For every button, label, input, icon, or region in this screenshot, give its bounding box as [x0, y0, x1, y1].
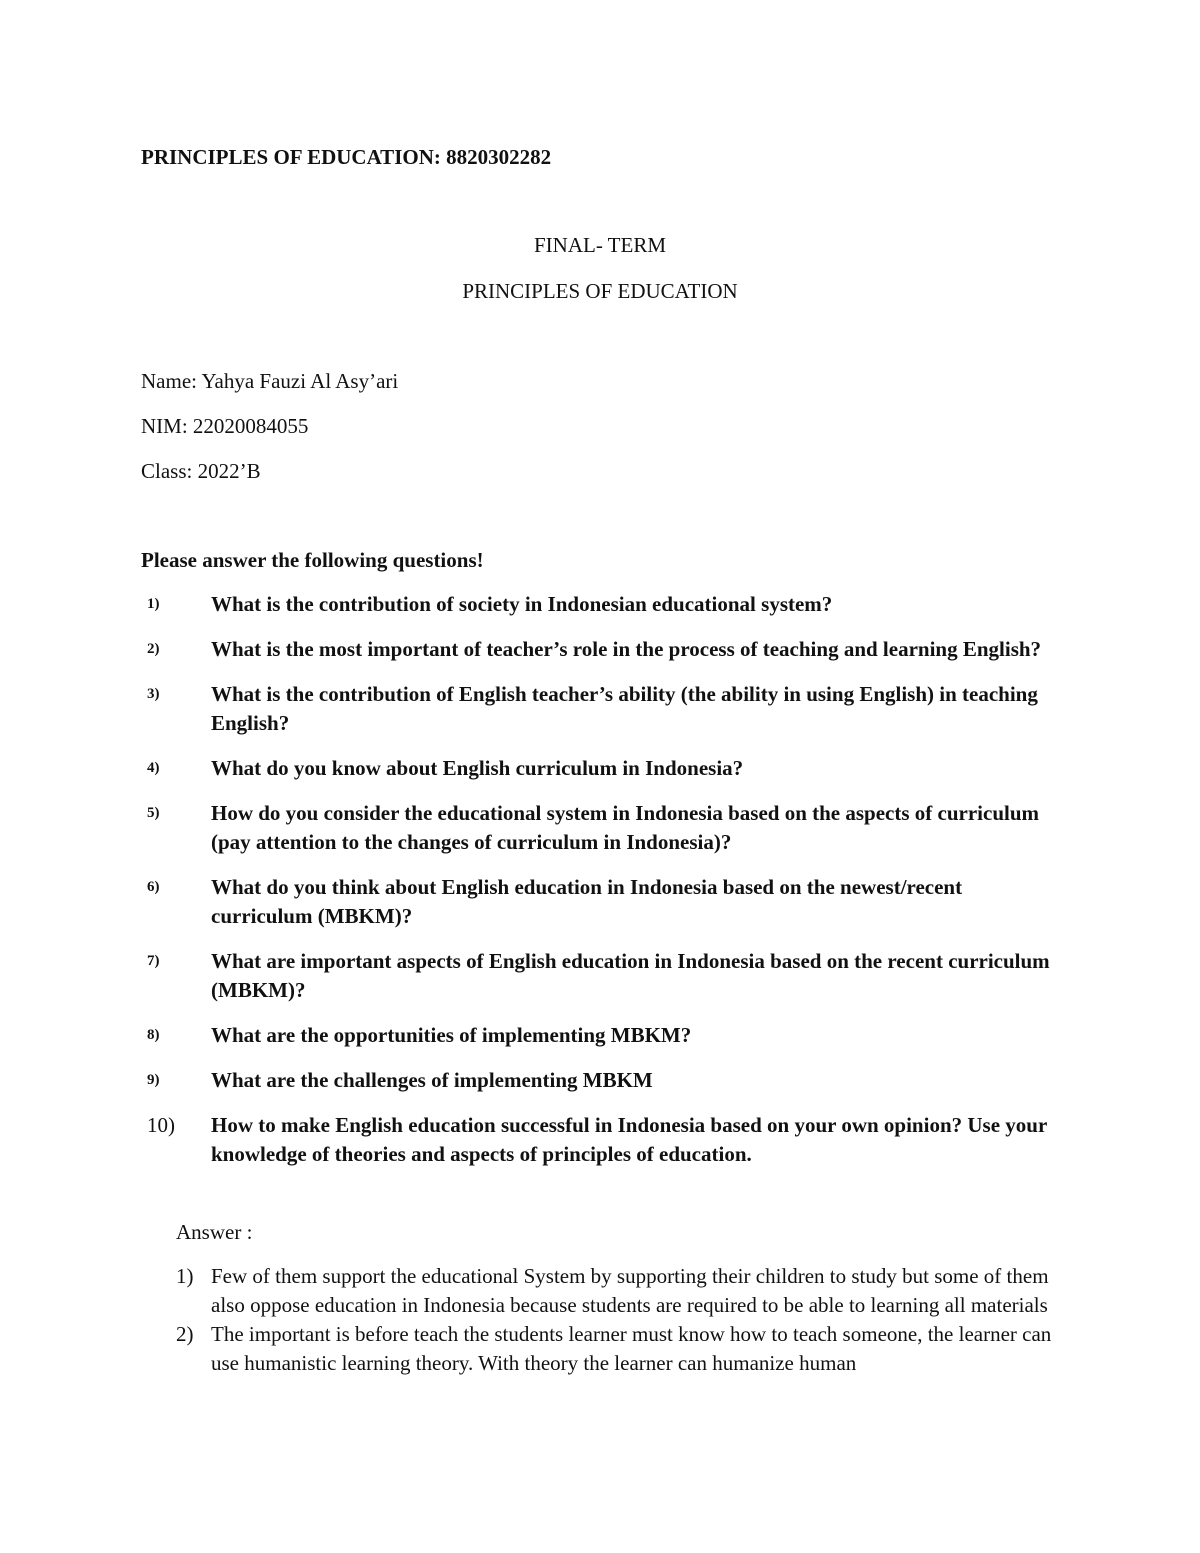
- instruction-text: Please answer the following questions!: [141, 548, 484, 572]
- question-item: [141, 1111, 1061, 1169]
- question-text: What are the challenges of implementing MBKM: [211, 1068, 653, 1092]
- question-number: 3): [147, 686, 160, 702]
- question-text: What are important aspects of English education in Indonesia based on the recent curriculum (MBKM)?: [211, 949, 1050, 1002]
- question-text: How do you consider the educational system in Indonesia based on the aspects of curriculum (pay attention to the changes of curriculum in Indonesia)?: [211, 801, 1040, 854]
- question-text: What is the contribution of society in Indonesian educational system?: [211, 592, 833, 616]
- question-item: [141, 873, 1061, 931]
- question-text: What is the most important of teacher’s role in the process of teaching and learning English?: [211, 637, 1042, 661]
- question-text: What is the contribution of English teacher’s ability (the ability in using English) in teaching English?: [211, 682, 1038, 735]
- question-item: [141, 1021, 1061, 1050]
- student-name: Name: Yahya Fauzi Al Asy’ari: [141, 369, 399, 393]
- question-item: [141, 799, 1061, 857]
- answer-label: Answer :: [176, 1220, 253, 1244]
- question-number: 7): [147, 953, 160, 969]
- question-number: 4): [147, 760, 160, 776]
- question-text: How to make English education successful in Indonesia based on your own opinion? Use your knowledge of theories and aspects of principles of education.: [211, 1113, 1047, 1166]
- course-code-header: PRINCIPLES OF EDUCATION: 8820302282: [141, 145, 552, 169]
- question-item: [141, 1066, 1061, 1095]
- question-list: [141, 590, 1061, 1185]
- answer-item: [176, 1262, 1076, 1320]
- student-class: Class: 2022’B: [141, 459, 261, 483]
- subject-title: PRINCIPLES OF EDUCATION: [462, 279, 738, 303]
- question-number: 1): [147, 596, 160, 612]
- question-number: 2): [147, 641, 160, 657]
- question-item: [141, 754, 1061, 783]
- question-number: 9): [147, 1072, 160, 1088]
- question-item: [141, 635, 1061, 664]
- answer-text: Few of them support the educational System by supporting their children to study but some of them also oppose education in Indonesia because students are required to be able to learning all materials: [211, 1264, 1049, 1317]
- answer-number: 1): [176, 1264, 194, 1288]
- question-item: [141, 947, 1061, 1005]
- answer-text: The important is before teach the students learner must know how to teach someone, the learner can use humanistic learning theory. With theory the learner can humanize human: [211, 1322, 1052, 1375]
- question-number: 6): [147, 879, 160, 895]
- question-number: 10): [147, 1113, 175, 1137]
- question-text: What do you think about English education in Indonesia based on the newest/recent curriculum (MBKM)?: [211, 875, 963, 928]
- question-item: [141, 590, 1061, 619]
- question-item: [141, 680, 1061, 738]
- answer-number: 2): [176, 1322, 194, 1346]
- answer-list: [176, 1262, 1076, 1378]
- question-text: What do you know about English curriculum in Indonesia?: [211, 756, 744, 780]
- student-nim: NIM: 22020084055: [141, 414, 309, 438]
- question-number: 5): [147, 805, 160, 821]
- question-text: What are the opportunities of implementing MBKM?: [211, 1023, 692, 1047]
- final-term-title: FINAL- TERM: [533, 233, 667, 257]
- question-number: 8): [147, 1027, 160, 1043]
- answer-item: [176, 1320, 1076, 1378]
